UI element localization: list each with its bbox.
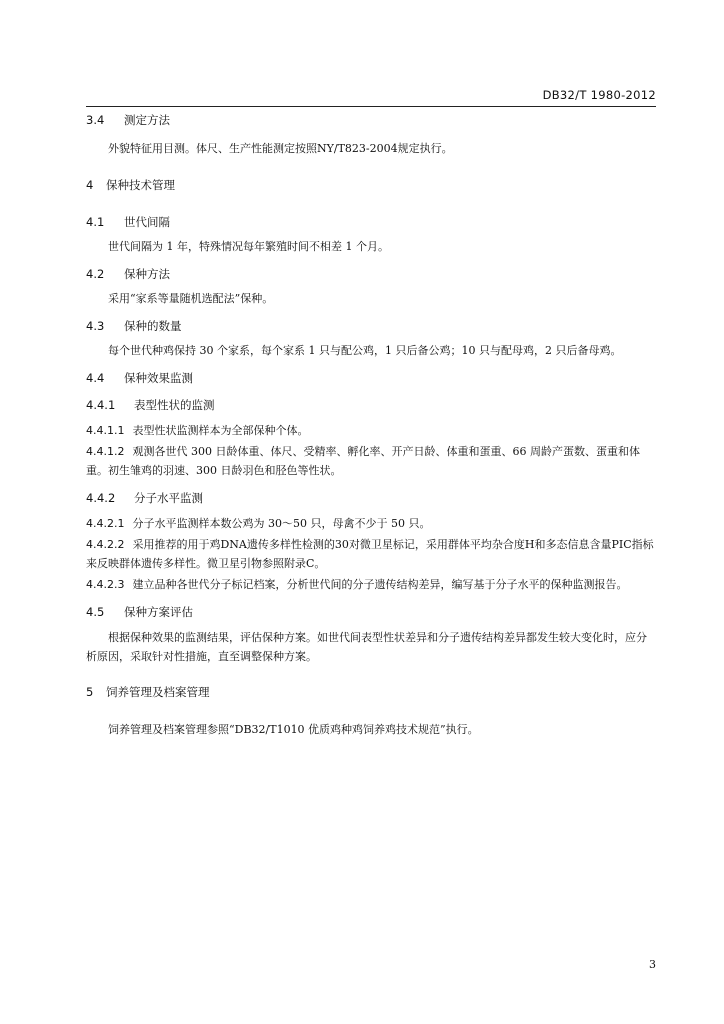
paragraph-5: 饲养管理及档案管理参照“DB32/T1010 优质鸡种鸡饲养鸡技术规范”执行。 xyxy=(108,723,479,736)
heading-title: 保种技术管理 xyxy=(106,178,175,192)
clause-number: 4.4.2.1 xyxy=(86,517,125,530)
heading-number: 3.4 xyxy=(86,113,105,127)
clause-text: 分子水平监测样本数公鸡为 30～50 只，母禽不少于 50 只。 xyxy=(132,517,431,530)
heading-4-5 xyxy=(86,604,656,620)
heading-number: 5 xyxy=(86,685,94,699)
heading-title: 保种的数量 xyxy=(124,319,182,333)
heading-title: 表型性状的监测 xyxy=(134,398,215,412)
heading-number: 4.4.1 xyxy=(86,398,116,412)
heading-title: 饲养管理及档案管理 xyxy=(106,685,210,699)
paragraph-4-4-1-1 xyxy=(86,421,656,440)
heading-number: 4.5 xyxy=(86,605,105,619)
heading-4-4-1 xyxy=(86,397,656,413)
heading-4-4-2 xyxy=(86,490,656,506)
heading-number: 4 xyxy=(86,178,94,192)
paragraph-4-4-2-2 xyxy=(86,535,656,573)
heading-number: 4.3 xyxy=(86,319,105,333)
heading-4-4 xyxy=(86,370,656,386)
paragraph-4-1: 世代间隔为 1 年，特殊情况每年繁殖时间不相差 1 个月。 xyxy=(108,240,389,253)
heading-title: 世代间隔 xyxy=(124,215,170,229)
heading-number: 4.4.2 xyxy=(86,491,116,505)
heading-number: 4.2 xyxy=(86,267,105,281)
paragraph-3-4: 外貌特征用目测。体尺、生产性能测定按照NY/T823-2004规定执行。 xyxy=(108,142,453,155)
heading-number: 4.1 xyxy=(86,215,105,229)
heading-4-2 xyxy=(86,266,656,282)
heading-4 xyxy=(86,177,656,193)
clause-number: 4.4.2.2 xyxy=(86,538,125,551)
heading-number: 4.4 xyxy=(86,371,105,385)
document-body xyxy=(86,112,656,739)
clause-text: 表型性状监测样本为全部保种个体。 xyxy=(132,424,309,437)
paragraph-4-4-1-2 xyxy=(86,442,656,480)
paragraph-4-5: 根据保种效果的监测结果，评估保种方案。如世代间表型性状差异和分子遗传结构差异都发生较大变化时，应分析原因，采取针对性措施，直至调整保种方案。 xyxy=(86,631,647,663)
clause-number: 4.4.1.2 xyxy=(86,445,125,458)
heading-title: 保种效果监测 xyxy=(124,371,193,385)
heading-3-4 xyxy=(86,112,656,128)
document-code: DB32/T 1980-2012 xyxy=(542,88,656,102)
heading-5 xyxy=(86,684,656,700)
clause-text: 采用推荐的用于鸡DNA遗传多样性检测的30对微卫星标记，采用群体平均杂合度H和多态信息含量PIC指标来反映群体遗传多样性。微卫星引物参照附录C。 xyxy=(86,538,654,570)
clause-text: 观测各世代 300 日龄体重、体尺、受精率、孵化率、开产日龄、体重和蛋重、66 周龄产蛋数、蛋重和体重。初生雏鸡的羽速、300 日龄羽色和胫色等性状。 xyxy=(86,445,640,477)
clause-text: 建立品种各世代分子标记档案，分析世代间的分子遗传结构差异，编写基于分子水平的保种监测报告。 xyxy=(132,578,628,591)
heading-title: 分子水平监测 xyxy=(134,491,203,505)
clause-number: 4.4.2.3 xyxy=(86,578,125,591)
heading-4-1 xyxy=(86,214,656,230)
clause-number: 4.4.1.1 xyxy=(86,424,125,437)
page-number: 3 xyxy=(649,958,656,971)
paragraph-4-3: 每个世代种鸡保持 30 个家系，每个家系 1 只与配公鸡，1 只后备公鸡；10 只与配母鸡，2 只后备母鸡。 xyxy=(108,344,622,357)
header-divider xyxy=(86,106,656,107)
heading-title: 保种方法 xyxy=(124,267,170,281)
paragraph-4-2: 采用“家系等量随机选配法”保种。 xyxy=(108,292,274,305)
heading-4-3 xyxy=(86,318,656,334)
heading-title: 保种方案评估 xyxy=(124,605,193,619)
paragraph-4-4-2-3 xyxy=(86,575,656,594)
heading-title: 测定方法 xyxy=(124,113,170,127)
paragraph-4-4-2-1 xyxy=(86,514,656,533)
